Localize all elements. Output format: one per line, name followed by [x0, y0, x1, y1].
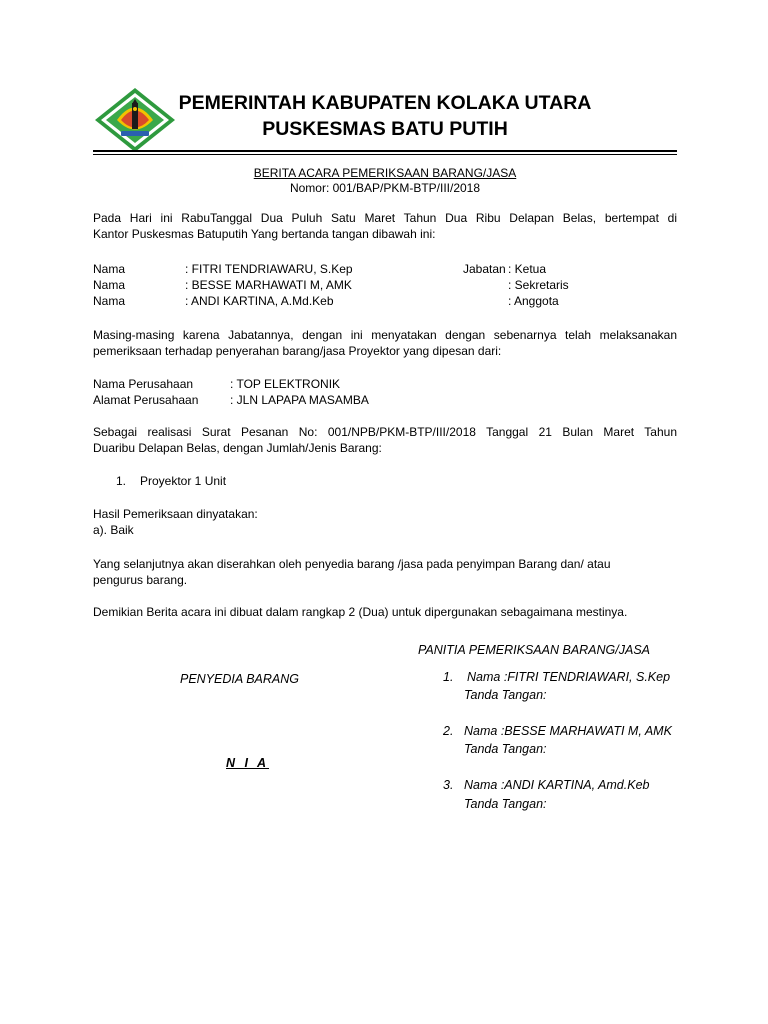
- statement-line2: pemeriksaan terhadap penyerahan barang/jasa Proyektor yang dipesan dari:: [93, 344, 502, 358]
- company-address-label: Alamat Perusahaan: [93, 393, 199, 407]
- list-item: [93, 473, 677, 489]
- member-role: : Anggota: [508, 294, 559, 308]
- signer-number: 2.: [443, 724, 454, 738]
- letterhead-line2: PUSKESMAS BATU PUTIH: [262, 118, 508, 140]
- company-address-row: [93, 392, 677, 408]
- signer-sign-label: Tanda Tangan:: [464, 688, 547, 702]
- signer-sign-label: Tanda Tangan:: [464, 797, 547, 811]
- member-name: : BESSE MARHAWATI M, AMK: [185, 278, 352, 292]
- member-label: Nama: [93, 294, 126, 308]
- signer-number: 3.: [443, 778, 454, 792]
- statement-line1: Masing-masing karena Jabatannya, dengan ini menyatakan dengan sebenarnya telah melaksanakan: [93, 328, 677, 342]
- provider-name: N I A: [226, 756, 270, 770]
- realization-line2: Duaribu Delapan Belas, dengan Jumlah/Jenis Barang:: [93, 441, 382, 455]
- opening-line2: Kantor Puskesmas Batuputih Yang bertanda tangan dibawah ini:: [93, 227, 436, 241]
- list-item-text: Proyektor 1 Unit: [140, 474, 227, 488]
- realization-line1: Sebagai realisasi Surat Pesanan No: 001/NPB/PKM-BTP/III/2018 Tanggal 21 Bulan Maret Tahun: [93, 425, 677, 439]
- handover-line2: pengurus barang.: [93, 573, 188, 587]
- company-name-row: [93, 376, 677, 392]
- letterhead-line1: PEMERINTAH KABUPATEN KOLAKA UTARA: [178, 92, 592, 114]
- company-address-value: : JLN LAPAPA MASAMBA: [230, 393, 369, 407]
- company-name-label: Nama Perusahaan: [93, 377, 194, 391]
- letterhead: [175, 90, 595, 142]
- handover-line1: Yang selanjutnya akan diserahkan oleh penyedia barang /jasa pada penyimpan Barang dan/ atau: [93, 557, 611, 571]
- member-role: : Ketua: [508, 262, 547, 276]
- closing-text: Demikian Berita acara ini dibuat dalam rangkap 2 (Dua) untuk dipergunakan sebagaimana mestinya.: [93, 605, 628, 619]
- member-row: [93, 293, 677, 309]
- document-number: Nomor: 001/BAP/PKM-BTP/III/2018: [289, 181, 481, 195]
- signer-name: Nama :FITRI TENDRIAWARI, S.Kep: [467, 670, 671, 684]
- member-row: [93, 277, 677, 293]
- letterhead-divider-thin: [93, 154, 677, 155]
- company-name-value: : TOP ELEKTRONIK: [230, 377, 341, 391]
- signer-sign-label: Tanda Tangan:: [464, 742, 547, 756]
- committee-title: PANITIA PEMERIKSAAN BARANG/JASA: [418, 643, 651, 657]
- member-row: [93, 261, 677, 277]
- letterhead-divider: [93, 150, 677, 152]
- signer-number: 1.: [443, 670, 454, 684]
- signer-name: Nama :ANDI KARTINA, Amd.Keb: [464, 778, 650, 792]
- member-role: : Sekretaris: [508, 278, 569, 292]
- member-role-label: Jabatan: [463, 262, 506, 276]
- signer-name: Nama :BESSE MARHAWATI M, AMK: [464, 724, 672, 738]
- regency-emblem-icon: [93, 87, 177, 153]
- result-value: a). Baik: [93, 523, 134, 537]
- member-name: : FITRI TENDRIAWARU, S.Kep: [185, 262, 353, 276]
- list-item-number: 1.: [116, 474, 127, 488]
- provider-title: PENYEDIA BARANG: [180, 672, 300, 686]
- result-label: Hasil Pemeriksaan dinyatakan:: [93, 507, 258, 521]
- member-label: Nama: [93, 278, 126, 292]
- member-name: : ANDI KARTINA, A.Md.Keb: [185, 294, 334, 308]
- member-label: Nama: [93, 262, 126, 276]
- opening-line1: Pada Hari ini RabuTanggal Dua Puluh Satu Maret Tahun Dua Ribu Delapan Belas, bertempat di: [93, 211, 677, 225]
- document-title: BERITA ACARA PEMERIKSAAN BARANG/JASA: [253, 166, 517, 180]
